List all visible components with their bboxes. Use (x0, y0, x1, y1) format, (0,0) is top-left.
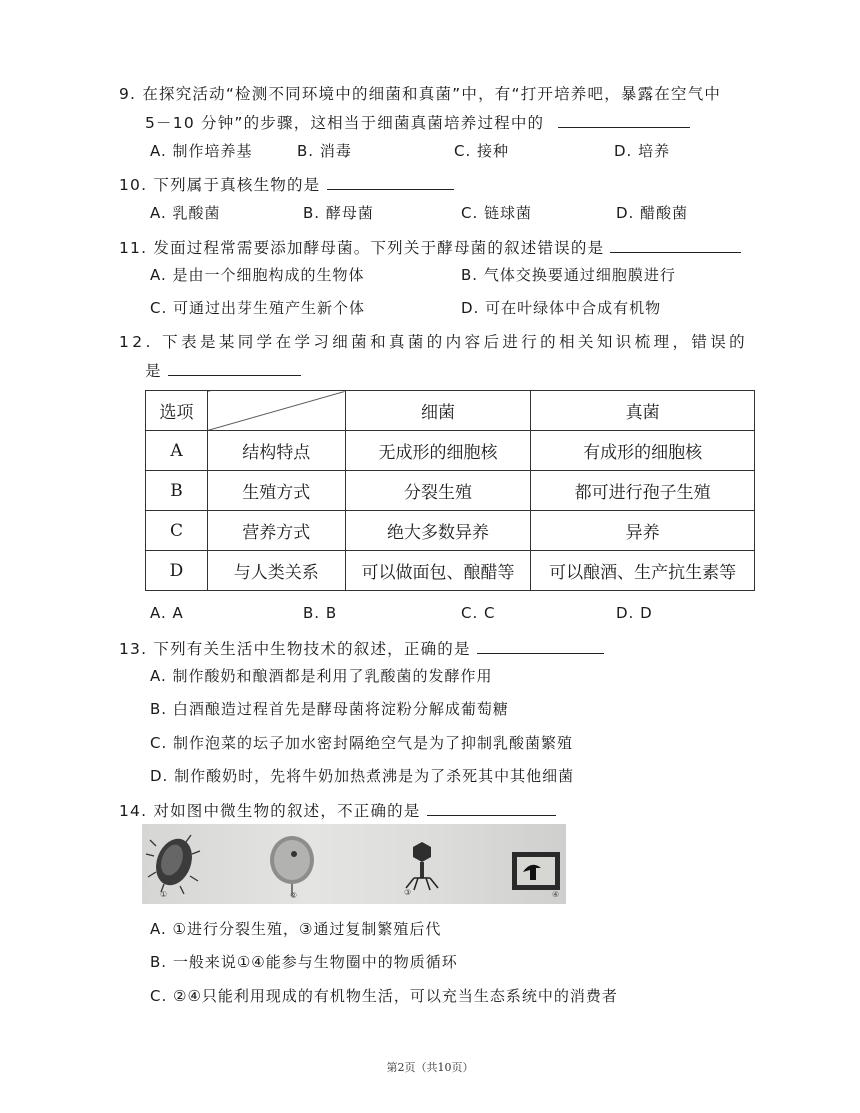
table-cell: C (146, 511, 208, 551)
table-row (146, 551, 755, 591)
table-cell: 可以酿酒、生产抗生素等 (531, 551, 755, 591)
q10-option-b: B. 酵母菌 (303, 204, 374, 222)
q13-stem-text: 13. 下列有关生活中生物技术的叙述，正确的是 (119, 640, 471, 658)
table-cell: 结构特点 (207, 431, 345, 471)
table-cell: 与人类关系 (207, 551, 345, 591)
answer-blank-q10[interactable] (327, 174, 454, 190)
q14-option-b: B. 一般来说①④能参与生物圈中的物质循环 (150, 953, 458, 971)
mushroom-image (512, 852, 560, 890)
q12-option-d: D. D (616, 604, 653, 622)
q11-option-d: D. 可在叶绿体中合成有机物 (461, 299, 662, 317)
table-cell: 可以做面包、酿醋等 (345, 551, 531, 591)
page-footer: 第2页（共10页） (386, 1061, 474, 1074)
table-cell: 都可进行孢子生殖 (531, 471, 755, 511)
q12-stem-line2-text: 是 (145, 362, 162, 380)
table-cell: B (146, 471, 208, 511)
q9-option-d: D. 培养 (614, 142, 671, 160)
q13-option-a: A. 制作酸奶和酿酒都是利用了乳酸菌的发酵作用 (150, 667, 493, 685)
table-header-cell: 真菌 (531, 391, 755, 431)
virus-image (406, 842, 438, 890)
table-header-cell: 选项 (146, 391, 208, 431)
q11-option-b: B. 气体交换要通过细胞膜进行 (461, 266, 676, 284)
table-row (146, 511, 755, 551)
q14-option-c: C. ②④只能利用现成的有机物生活，可以充当生态系统中的消费者 (150, 987, 618, 1005)
table-cell: 营养方式 (207, 511, 345, 551)
table-cell: D (146, 551, 208, 591)
table-cell: 异养 (531, 511, 755, 551)
q12-option-b: B. B (303, 604, 338, 622)
table-header-diagonal-cell (207, 391, 345, 431)
microorganism-illustration (142, 824, 566, 904)
table-row (146, 431, 755, 471)
q13-stem (119, 637, 604, 659)
answer-blank-q12[interactable] (168, 360, 301, 376)
q10-option-c: C. 链球菌 (461, 204, 533, 222)
q13-option-c: C. 制作泡菜的坛子加水密封隔绝空气是为了抑制乳酸菌繁殖 (150, 734, 574, 752)
figure-label-4: ④ (552, 890, 560, 899)
q9-stem-line2-text: 5－10 分钟”的步骤，这相当于细菌真菌培养过程中的 (145, 114, 545, 132)
microorganism-figure (142, 824, 566, 904)
table-cell: 绝大多数异养 (345, 511, 531, 551)
q11-stem (119, 236, 741, 258)
table-cell: 无成形的细胞核 (345, 431, 531, 471)
figure-label-2: ② (290, 891, 298, 900)
table-header-row (146, 391, 755, 431)
q12-stem-line1: 12. 下表是某同学在学习细菌和真菌的内容后进行的相关知识梳理，错误的 (119, 333, 749, 351)
q10-stem (119, 173, 454, 195)
figure-label-1: ① (160, 890, 168, 899)
q11-option-c: C. 可通过出芽生殖产生新个体 (150, 299, 366, 317)
answer-blank-q14[interactable] (427, 800, 556, 816)
table-cell: A (146, 431, 208, 471)
q9-option-c: C. 接种 (454, 142, 510, 160)
table-row (146, 471, 755, 511)
q9-stem-line1: 9. 在探究活动“检测不同环境中的细菌和真菌”中，有“打开培养吧，暴露在空气中 (119, 85, 722, 103)
table-cell: 生殖方式 (207, 471, 345, 511)
q14-stem-text: 14. 对如图中微生物的叙述，不正确的是 (119, 802, 421, 820)
bacteria-fungi-comparison-table (145, 390, 755, 591)
q12-stem-line2 (145, 359, 301, 381)
answer-blank-q9[interactable] (558, 112, 690, 128)
q10-option-d: D. 醋酸菌 (616, 204, 689, 222)
q11-stem-text: 11. 发面过程常需要添加酵母菌。下列关于酵母菌的叙述错误的是 (119, 239, 605, 257)
q9-stem-line2 (145, 111, 690, 133)
yeast-cell-image (270, 836, 314, 896)
q14-option-a: A. ①进行分裂生殖，③通过复制繁殖后代 (150, 920, 442, 938)
table-cell: 有成形的细胞核 (531, 431, 755, 471)
q12-option-a: A. A (150, 604, 184, 622)
q9-option-b: B. 消毒 (297, 142, 352, 160)
table-cell: 分裂生殖 (345, 471, 531, 511)
q11-option-a: A. 是由一个细胞构成的生物体 (150, 266, 365, 284)
q12-option-c: C. C (461, 604, 496, 622)
q13-option-d: D. 制作酸奶时，先将牛奶加热煮沸是为了杀死其中其他细菌 (150, 767, 575, 785)
figure-label-3: ③ (404, 888, 412, 897)
q9-option-a: A. 制作培养基 (150, 142, 253, 160)
answer-blank-q11[interactable] (610, 237, 741, 253)
q10-stem-text: 10. 下列属于真核生物的是 (119, 176, 321, 194)
q13-option-b: B. 白酒酿造过程首先是酵母菌将淀粉分解成葡萄糖 (150, 700, 509, 718)
bacterium-image (146, 834, 200, 894)
q14-stem (119, 799, 556, 821)
answer-blank-q13[interactable] (477, 638, 604, 654)
q10-option-a: A. 乳酸菌 (150, 204, 221, 222)
table-header-cell: 细菌 (345, 391, 531, 431)
